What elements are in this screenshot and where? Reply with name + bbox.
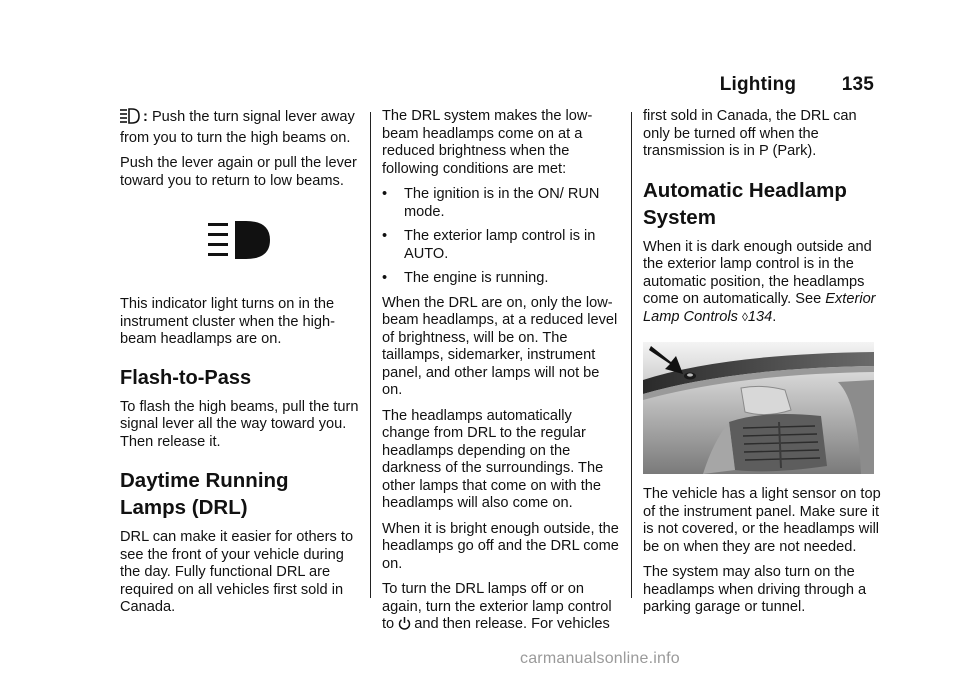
- page-header: [720, 74, 874, 96]
- page-ref-arrow: ◊: [741, 309, 748, 324]
- page-number: 135: [841, 74, 874, 95]
- drl-bright-paragraph: When it is bright enough outside, the headlamps go off and the DRL come on.: [382, 520, 619, 572]
- symbol-colon: :: [143, 109, 148, 125]
- high-beam-paragraph: [120, 108, 360, 147]
- parking-garage-text: The system may also turn on the headlamps when driving through a parking garage or tunnel.: [643, 564, 867, 615]
- section-title: Lighting: [719, 74, 797, 95]
- heading-drl: Daytime Running Lamps (DRL): [120, 469, 289, 519]
- drl-conditions-intro: The DRL system makes the low-beam headlamps come on at a reduced brightness when the following conditions are met:: [382, 108, 593, 177]
- light-sensor-text: The vehicle has a light sensor on top of the instrument panel. Make sure it is not covered, or the headlamps will be on when they are not needed.: [643, 486, 881, 555]
- bullet-marker: •: [382, 228, 388, 244]
- page-ref-number[interactable]: 134: [747, 308, 773, 325]
- column-3: [643, 108, 883, 625]
- bullet-marker: •: [382, 186, 388, 202]
- column-divider: [631, 112, 632, 598]
- watermark: carmanualsonline.info: [520, 650, 680, 667]
- drl-auto-paragraph: The headlamps automatically change from DRL to the regular headlamps depending on the darkness of the surroundings. The other lamps that come on with the headlamps will also come on.: [382, 407, 604, 511]
- exterior-lamp-controls-link[interactable]: Exterior Lamp Controls: [643, 291, 876, 325]
- list-item: • The exterior lamp control is in AUTO.: [382, 228, 596, 262]
- bullet-marker: •: [382, 270, 388, 286]
- high-beam-indicator-icon: [120, 220, 360, 260]
- flash-to-pass-text: To flash the high beams, pull the turn signal lever all the way toward you. Then release it.: [120, 398, 359, 450]
- low-beam-paragraph: Push the lever again or pull the lever toward you to return to low beams.: [120, 155, 357, 189]
- power-off-icon: [398, 616, 411, 637]
- list-item: • The engine is running.: [382, 270, 549, 286]
- heading-flash-to-pass: Flash-to-Pass: [120, 366, 252, 389]
- drl-text: DRL can make it easier for others to see the front of your vehicle during the day. Fully functional DRL are required on all vehicles first sold in Canada.: [120, 529, 354, 615]
- column-1: [120, 108, 360, 625]
- high-beam-text: Push the turn signal lever away from you to turn the high beams on.: [120, 109, 355, 146]
- indicator-caption: This indicator light turns on in the instrument cluster when the high-beam headlamps are on.: [120, 296, 335, 347]
- auto-headlamp-text: When it is dark enough outside and the exterior lamp control is in the automatic position, the headlamps come on automatically. See Exterior Lamp Controls ◊134.: [643, 238, 876, 325]
- list-item: • The ignition is in the ON/ RUN mode.: [382, 186, 600, 220]
- heading-automatic-headlamp: Automatic Headlamp System: [643, 178, 847, 229]
- dashboard-light-sensor-photo: [643, 342, 874, 474]
- canada-continued-text: first sold in Canada, the DRL can only be turned off when the transmission is in P (Park).: [643, 108, 857, 159]
- column-divider: [370, 112, 371, 598]
- drl-on-paragraph: When the DRL are on, only the low-beam headlamps, at a reduced level of brightness, will be on. The taillamps, sidemarker, instrument panel, and other lamps will not be on.: [382, 294, 618, 398]
- drl-turn-paragraph: To turn the DRL lamps off or on again, turn the exterior lamp control to and then release. For vehicles: [382, 581, 622, 637]
- high-beam-icon: [120, 108, 140, 130]
- column-2: [382, 108, 622, 645]
